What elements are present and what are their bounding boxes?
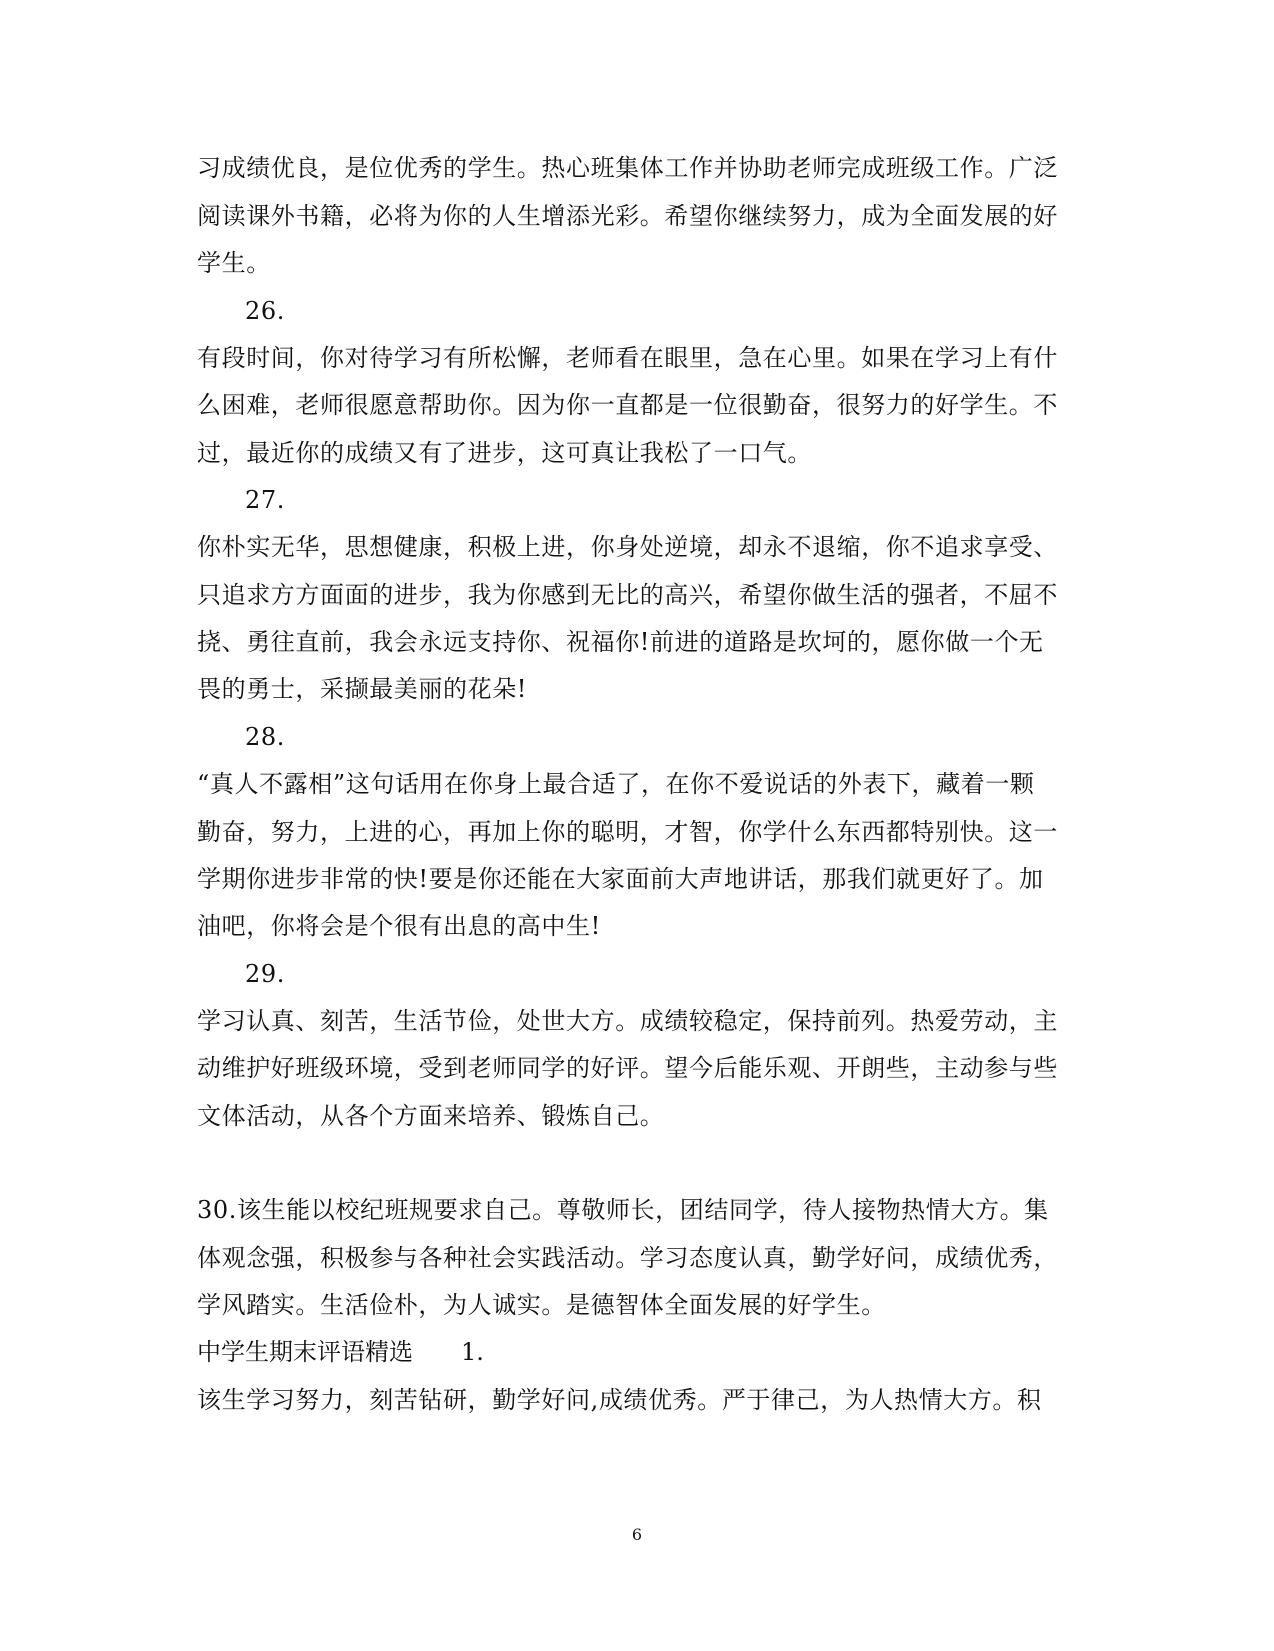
item-number: 29.	[245, 960, 285, 988]
text-line: 阅读课外书籍，必将为你的人生增添光彩。希望你继续努力，成为全面发展的好	[197, 202, 1058, 230]
item-number: 26.	[245, 297, 285, 325]
text-line: 该生学习努力，刻苦钻研，勤学好问,成绩优秀。严于律己，为人热情大方。积	[197, 1386, 1042, 1414]
text-line: 动维护好班级环境，受到老师同学的好评。望今后能乐观、开朗些，主动参与些	[197, 1054, 1058, 1082]
text-line: 30.该生能以校纪班规要求自己。尊敬师长，团结同学，待人接物热情大方。集	[197, 1196, 1049, 1224]
text-line: 体观念强，积极参与各种社会实践活动。学习态度认真，勤学好问，成绩优秀，	[197, 1244, 1058, 1272]
section-number: 1.	[461, 1338, 484, 1366]
text-line: 有段时间，你对待学习有所松懈，老师看在眼里，急在心里。如果在学习上有什	[197, 344, 1058, 372]
text-line: 油吧，你将会是个很有出息的高中生!	[197, 912, 601, 940]
text-line: 学习认真、刻苦，生活节俭，处世大方。成绩较稳定，保持前列。热爱劳动，主	[197, 1007, 1058, 1035]
text-line: 挠、勇往直前，我会永远支持你、祝福你!前进的道路是坎坷的，愿你做一个无	[197, 628, 1044, 656]
item-number: 27.	[245, 486, 285, 514]
text-line: 学风踏实。生活俭朴，为人诚实。是德智体全面发展的好学生。	[197, 1291, 886, 1319]
text-line: 过，最近你的成绩又有了进步，这可真让我松了一口气。	[197, 439, 812, 467]
item-number: 28.	[245, 723, 285, 751]
text-line: 你朴实无华，思想健康，积极上进，你身处逆境，却永不退缩，你不追求享受、	[197, 533, 1058, 561]
section-heading	[197, 1337, 1077, 1367]
text-line: 畏的勇士，采撷最美丽的花朵!	[197, 675, 528, 703]
text-line: 么困难，老师很愿意帮助你。因为你一直都是一位很勤奋，很努力的好学生。不	[197, 391, 1058, 419]
text-line: 学生。	[197, 249, 271, 277]
section-title: 中学生期末评语精选	[197, 1338, 413, 1366]
text-line: 习成绩优良，是位优秀的学生。热心班集体工作并协助老师完成班级工作。广泛	[197, 154, 1058, 182]
text-line: 文体活动，从各个方面来培养、锻炼自己。	[197, 1102, 665, 1130]
text-line: 勤奋，努力，上进的心，再加上你的聪明，才智，你学什么东西都特别快。这一	[197, 818, 1058, 846]
page-number: 6	[631, 1525, 643, 1544]
text-line: “真人不露相”这句话用在你身上最合适了，在你不爱说话的外表下，藏着一颗	[197, 770, 1035, 798]
text-line: 只追求方方面面的进步，我为你感到无比的高兴，希望你做生活的强者，不屈不	[197, 581, 1058, 609]
text-line: 学期你进步非常的快!要是你还能在大家面前大声地讲话，那我们就更好了。加	[197, 865, 1044, 893]
